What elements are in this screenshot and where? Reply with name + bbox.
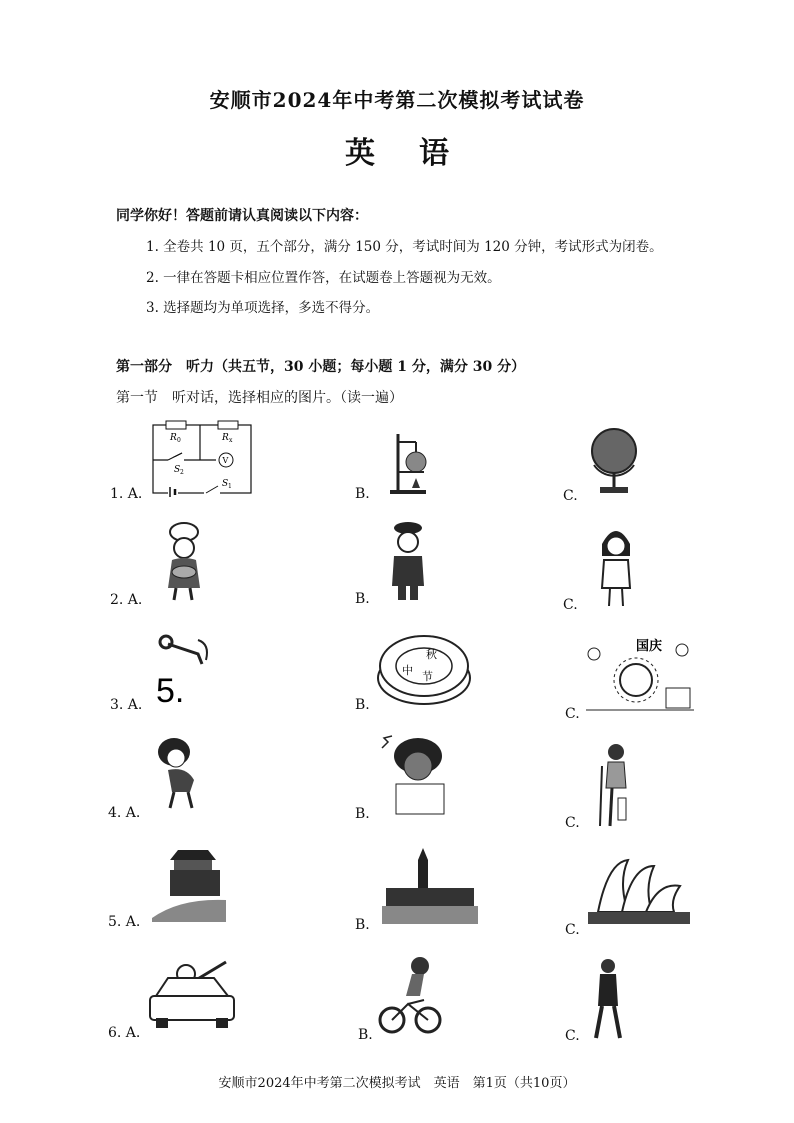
sydney-opera-picture bbox=[588, 852, 690, 928]
globe-picture bbox=[586, 425, 642, 497]
option-label: B. bbox=[355, 917, 370, 933]
option-label: C. bbox=[565, 1028, 580, 1044]
circuit-label: 0 bbox=[177, 437, 181, 444]
police-officer-picture bbox=[386, 520, 430, 602]
instruction-item: 1. 全卷共 10 页，五个部分，满分 150 分，考试时间为 120 分钟，考试形式为闭卷。 bbox=[146, 239, 663, 255]
question-label: 1. A. bbox=[110, 486, 143, 502]
instruction-item: 3. 选择题均为单项选择，多选不得分。 bbox=[146, 300, 380, 316]
option-label: C. bbox=[563, 488, 578, 504]
option-label: C. bbox=[565, 815, 580, 831]
doctor-girl-picture bbox=[596, 522, 636, 608]
subject-char: 英 bbox=[345, 136, 375, 171]
option-label: B. bbox=[355, 697, 370, 713]
chef-girl-picture bbox=[160, 522, 212, 602]
bike-boy-picture bbox=[380, 956, 442, 1038]
question-label: 2. A. bbox=[110, 592, 143, 608]
question-label: 3. A. bbox=[110, 697, 143, 713]
mooncake-char: 节 bbox=[422, 670, 433, 683]
part1-heading: 第一部分 听力（共五节，30 小题；每小题 1 分，满分 30 分） bbox=[116, 359, 526, 375]
circuit-label: R bbox=[170, 433, 177, 443]
mooncake-char: 秋 bbox=[426, 648, 437, 661]
question-label: 4. A. bbox=[108, 805, 141, 821]
labor-day-picture bbox=[152, 630, 222, 710]
option-label: C. bbox=[565, 922, 580, 938]
question-label: 5. A. bbox=[108, 914, 141, 930]
circuit-label: 2 bbox=[180, 469, 184, 476]
big-ben-picture bbox=[382, 848, 478, 924]
option-label: B. bbox=[355, 486, 370, 502]
circuit-label: V bbox=[222, 456, 229, 465]
option-label: C. bbox=[565, 706, 580, 722]
subject-title bbox=[0, 128, 794, 172]
stomachache-picture bbox=[150, 736, 210, 812]
national-day-text: 国庆 bbox=[636, 639, 663, 654]
labor-day-number: 5. bbox=[156, 672, 185, 710]
circuit-diagram-picture bbox=[148, 420, 258, 500]
lab-flask-picture bbox=[386, 430, 436, 496]
option-label: B. bbox=[355, 591, 370, 607]
section1-heading: 第一节 听对话，选择相应的图片。（读一遍） bbox=[116, 390, 403, 406]
toothache-picture bbox=[376, 734, 452, 816]
instruction-item: 2. 一律在答题卡相应位置作答，在试题卷上答题视为无效。 bbox=[146, 270, 501, 286]
circuit-label: S bbox=[222, 479, 229, 489]
option-label: B. bbox=[358, 1027, 373, 1043]
circuit-label: x bbox=[229, 437, 233, 444]
mooncake-picture bbox=[376, 628, 472, 708]
national-day-picture bbox=[586, 632, 696, 716]
option-label: C. bbox=[563, 597, 578, 613]
instructions-greeting: 同学你好！答题前请认真阅读以下内容： bbox=[116, 208, 368, 224]
injured-leg-picture bbox=[596, 742, 636, 828]
tiananmen-picture bbox=[150, 842, 226, 922]
subject-char: 语 bbox=[419, 136, 449, 171]
circuit-label: R bbox=[222, 433, 229, 443]
page-footer: 安顺市2024年中考第二次模拟考试 英语 第1页（共10页） bbox=[218, 1076, 576, 1091]
circuit-label: 1 bbox=[228, 483, 232, 490]
question-label: 6. A. bbox=[108, 1025, 141, 1041]
exam-title: 安顺市2024年中考第二次模拟考试试卷 bbox=[209, 88, 585, 112]
mooncake-char: 中 bbox=[402, 664, 413, 677]
option-label: B. bbox=[355, 806, 370, 822]
walking-man-picture bbox=[588, 958, 632, 1042]
car-driver-picture bbox=[146, 956, 238, 1036]
circuit-label: S bbox=[174, 465, 181, 475]
